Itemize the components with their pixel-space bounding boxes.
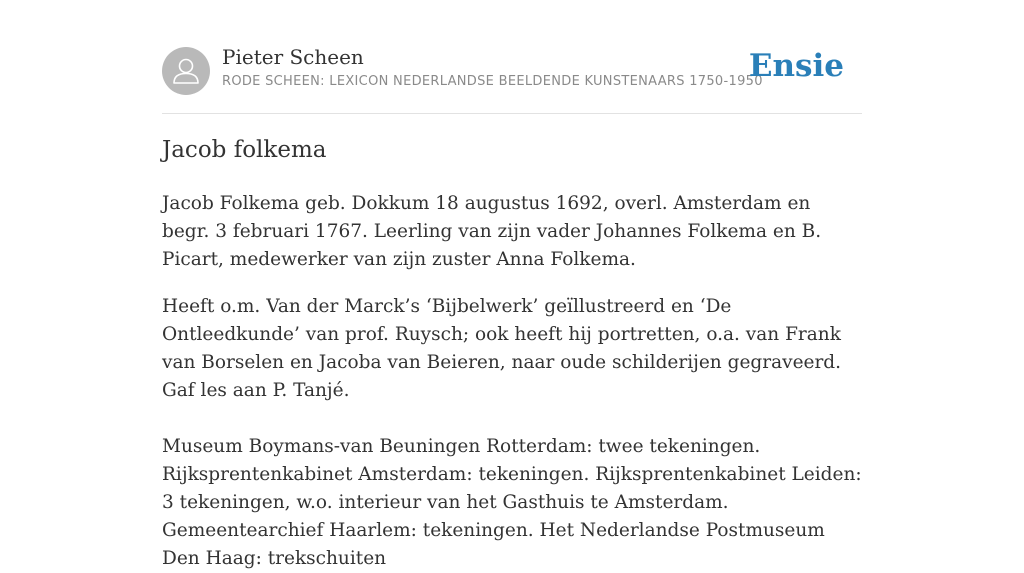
page-container: [162, 0, 862, 569]
article-paragraph: Museum Boymans-van Beuningen Rotterdam: twee tekeningen. Rijksprentenkabinet Amsterdam: tekeningen. Rijksprentenkabinet Leiden: 3 tekeningen, w.o. interieur van het Gasthuis te Amsterdam. Gemeentearchief Haarlem: tekeningen. Het Nederlandse Postmuseum Den Haag: trekschuiten: [162, 436, 862, 569]
page-title: Jacob folkema: [162, 137, 327, 163]
article-body: [162, 190, 862, 573]
brand-logo[interactable]: Ensie: [748, 48, 844, 84]
author-name[interactable]: Pieter Scheen: [222, 45, 364, 69]
avatar[interactable]: [162, 47, 210, 95]
author-source[interactable]: RODE SCHEEN: LEXICON NEDERLANDSE BEELDENDE KUNSTENAARS 1750-1950: [222, 74, 763, 89]
article-paragraph: Heeft o.m. Van der Marck’s ‘Bijbelwerk’ geïllustreerd en ‘De Ontleedkunde’ van prof. Ruysch; ook heeft hij portretten, o.a. van Frank van Borselen en Jacoba van Beieren, naar oude schilderijen gegraveerd. Gaf les aan P. Tanjé.: [162, 296, 842, 401]
article-paragraph: Jacob Folkema geb. Dokkum 18 augustus 1692, overl. Amsterdam en begr. 3 februari 1767. Leerling van zijn vader Johannes Folkema en B. Picart, medewerker van zijn zuster Anna Folkema.: [162, 193, 822, 270]
author-header: [162, 0, 862, 114]
user-icon: [162, 47, 210, 95]
